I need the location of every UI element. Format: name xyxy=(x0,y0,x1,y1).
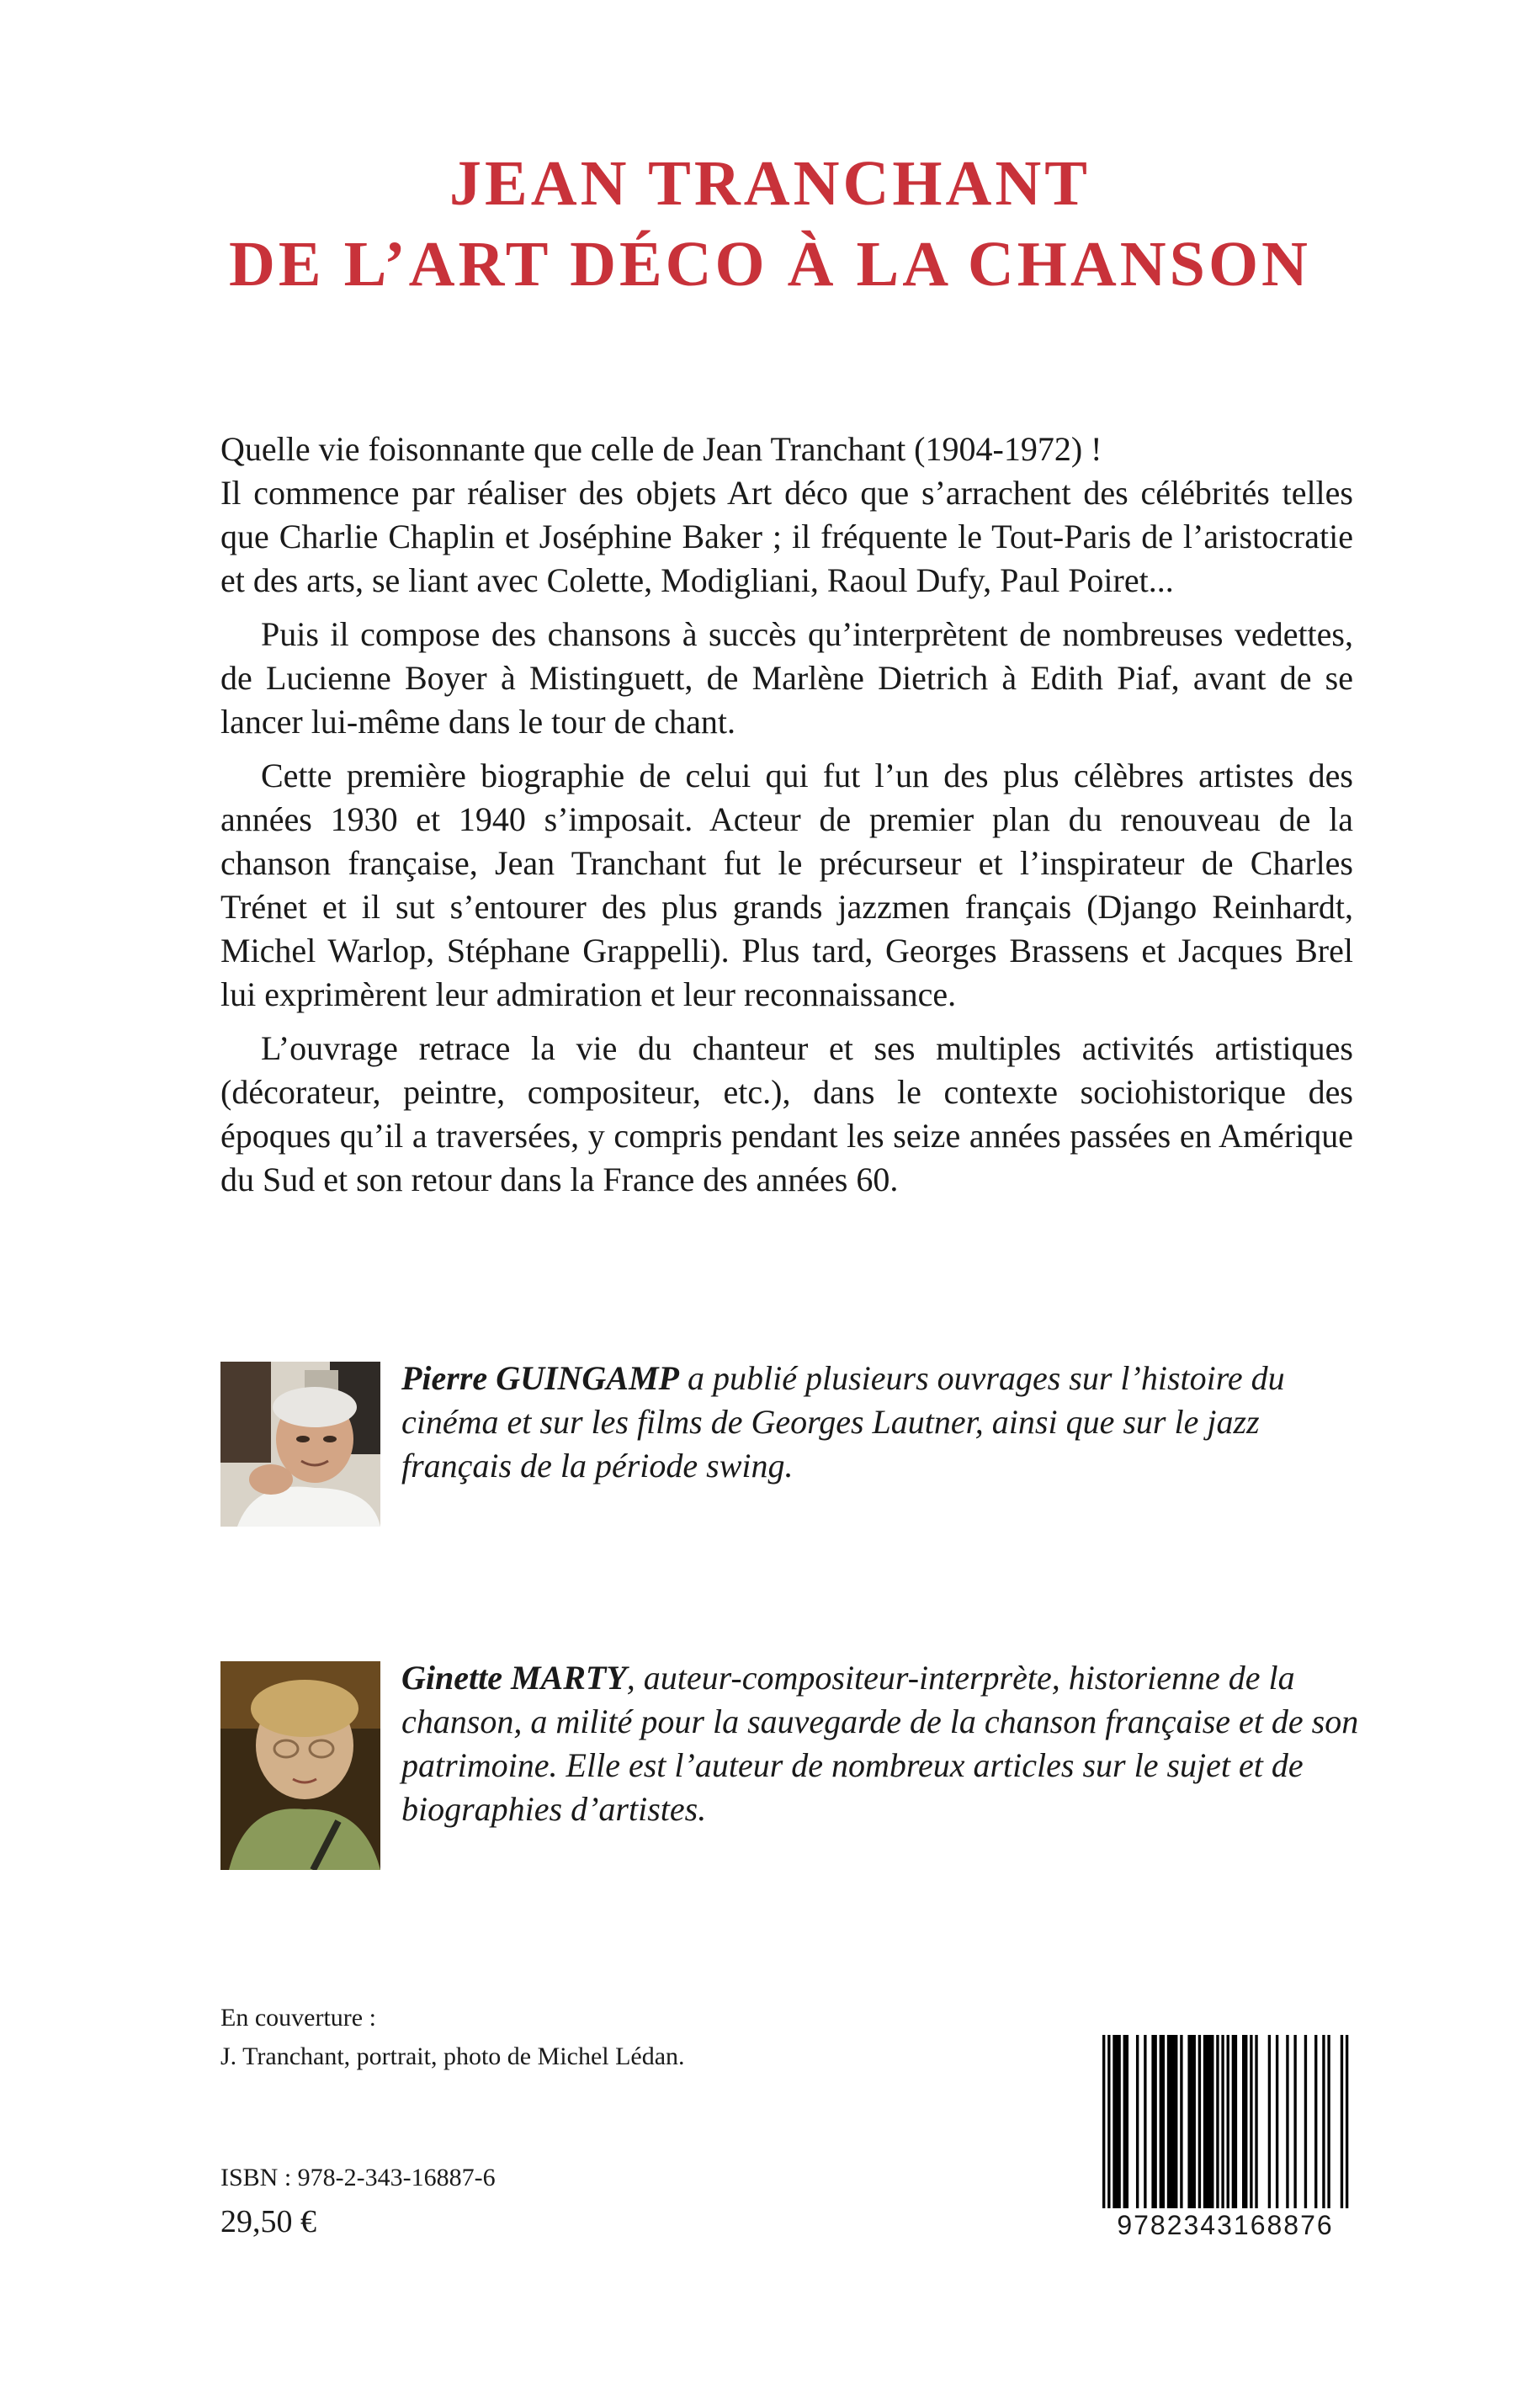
barcode-bar xyxy=(1203,2035,1206,2208)
barcode-bar xyxy=(1208,2035,1211,2208)
barcode-bar xyxy=(1107,2035,1110,2208)
barcode-bar xyxy=(1255,2035,1257,2208)
barcode-bar xyxy=(1113,2035,1115,2208)
author-bio: , auteur-compositeur-interprète, historienne de la chanson, a milité pour la sauvegarde de la chanson française et de son patrimoine. Elle est l’auteur de nombreux articles sur le sujet et de biographies d’artistes. xyxy=(401,1659,1359,1828)
barcode-bar xyxy=(1123,2035,1126,2208)
barcode-bar xyxy=(1198,2035,1201,2208)
barcode-bar xyxy=(1136,2035,1139,2208)
author-photo-marty xyxy=(220,1661,380,1870)
barcode-bar xyxy=(1346,2035,1348,2208)
barcode-bar xyxy=(1304,2035,1307,2208)
cover-credit-label: En couverture : xyxy=(220,2004,376,2032)
barcode-bar xyxy=(1144,2035,1146,2208)
barcode-bar xyxy=(1151,2035,1154,2208)
author-name: Pierre GUINGAMP xyxy=(401,1359,679,1397)
barcode-bar xyxy=(1118,2035,1120,2208)
barcode-bar xyxy=(1193,2035,1196,2208)
barcode-bars xyxy=(1099,2035,1351,2208)
barcode-bar xyxy=(1206,2035,1208,2208)
barcode-bar xyxy=(1187,2035,1190,2208)
barcode-bar xyxy=(1126,2035,1128,2208)
book-title xyxy=(0,143,1540,305)
back-cover-blurb xyxy=(220,428,1353,1212)
author-bio-marty xyxy=(401,1656,1365,1831)
barcode-bar xyxy=(1102,2035,1105,2208)
portrait-image xyxy=(220,1362,380,1527)
barcode-bar xyxy=(1245,2035,1247,2208)
barcode-bar xyxy=(1154,2035,1156,2208)
price-text: 29,50 € xyxy=(220,2204,316,2239)
barcode-bar xyxy=(1293,2035,1296,2208)
barcode-bar xyxy=(1227,2035,1229,2208)
barcode-bar xyxy=(1180,2035,1182,2208)
isbn-text: ISBN : 978-2-343-16887-6 xyxy=(220,2164,496,2191)
title-line-2: DE L’ART DÉCO À LA CHANSON xyxy=(229,229,1311,300)
barcode-bar xyxy=(1162,2035,1165,2208)
barcode-bar xyxy=(1172,2035,1175,2208)
blurb-paragraph-4: Cette première biographie de celui qui fut l’un des plus célèbres artistes des années 1930 et 1940 s’imposait. Acteur de premier plan du renouveau de la chanson française, Jean Tranchant fut le précurseur et l’inspirateur de Charles Trénet et il sut s’entourer des plus grands jazzmen français (Django Reinhardt, Michel Warlop, Stéphane Grappelli). Plus tard, Georges Brassens et Jacques Brel lui exprimèrent leur admiration et leur reconnaissance. xyxy=(220,757,1353,1013)
barcode-bar xyxy=(1221,2035,1224,2208)
blurb-paragraph-2: Il commence par réaliser des objets Art déco que s’arrachent des célébrités telles que Charlie Chaplin et Joséphine Baker ; il fréquente le Tout-Paris de l’aristocratie et des arts, se liant avec Colette, Modigliani, Raoul Dufy, Paul Poiret... xyxy=(220,474,1353,599)
barcode-bar xyxy=(1160,2035,1162,2208)
barcode-bar xyxy=(1276,2035,1278,2208)
barcode-bar xyxy=(1216,2035,1219,2208)
barcode-bar xyxy=(1211,2035,1213,2208)
blurb-paragraph-3: Puis il compose des chansons à succès qu’interprètent de nombreuses vedettes, de Lucienne Boyer à Mistinguett, de Marlène Dietrich à Edith Piaf, avant de se lancer lui-même dans le tour de chant. xyxy=(220,615,1353,741)
barcode-bar xyxy=(1167,2035,1170,2208)
title-line-1: JEAN TRANCHANT xyxy=(449,148,1091,219)
barcode-bar xyxy=(1341,2035,1343,2208)
barcode-bar xyxy=(1322,2035,1325,2208)
blurb-paragraph-5: L’ouvrage retrace la vie du chanteur et ses multiples activités artistiques (décorateur, peintre, compositeur, etc.), dans le contexte sociohistorique des époques qu’il a traversées, y compris pendant les seize années passées en Amérique du Sud et son retour dans la France des années 60. xyxy=(220,1029,1353,1198)
barcode-digits: 9782343168876 xyxy=(1117,2210,1334,2240)
author-bio-guingamp xyxy=(401,1357,1365,1488)
barcode-bar xyxy=(1327,2035,1330,2208)
barcode-bar xyxy=(1191,2035,1193,2208)
barcode-bar xyxy=(1232,2035,1235,2208)
barcode-bar xyxy=(1268,2035,1271,2208)
author-name: Ginette MARTY xyxy=(401,1659,627,1697)
barcode xyxy=(1099,2035,1351,2249)
barcode-bar xyxy=(1242,2035,1245,2208)
barcode-bar xyxy=(1170,2035,1172,2208)
barcode-bar xyxy=(1115,2035,1118,2208)
barcode-bar xyxy=(1175,2035,1177,2208)
barcode-bar xyxy=(1235,2035,1237,2208)
barcode-bar xyxy=(1286,2035,1288,2208)
barcode-bar xyxy=(1314,2035,1317,2208)
blurb-paragraph-1: Quelle vie foisonnante que celle de Jean Tranchant (1904-1972) ! xyxy=(220,430,1102,468)
author-photo-guingamp xyxy=(220,1362,380,1527)
barcode-bar xyxy=(1250,2035,1252,2208)
cover-credit-caption: J. Tranchant, portrait, photo de Michel Lédan. xyxy=(220,2042,685,2070)
portrait-image xyxy=(220,1661,380,1870)
author-bio: a publié plusieurs ouvrages sur l’histoire du cinéma et sur les films de Georges Lautner, ainsi que sur le jazz français de la période swing. xyxy=(401,1359,1285,1485)
